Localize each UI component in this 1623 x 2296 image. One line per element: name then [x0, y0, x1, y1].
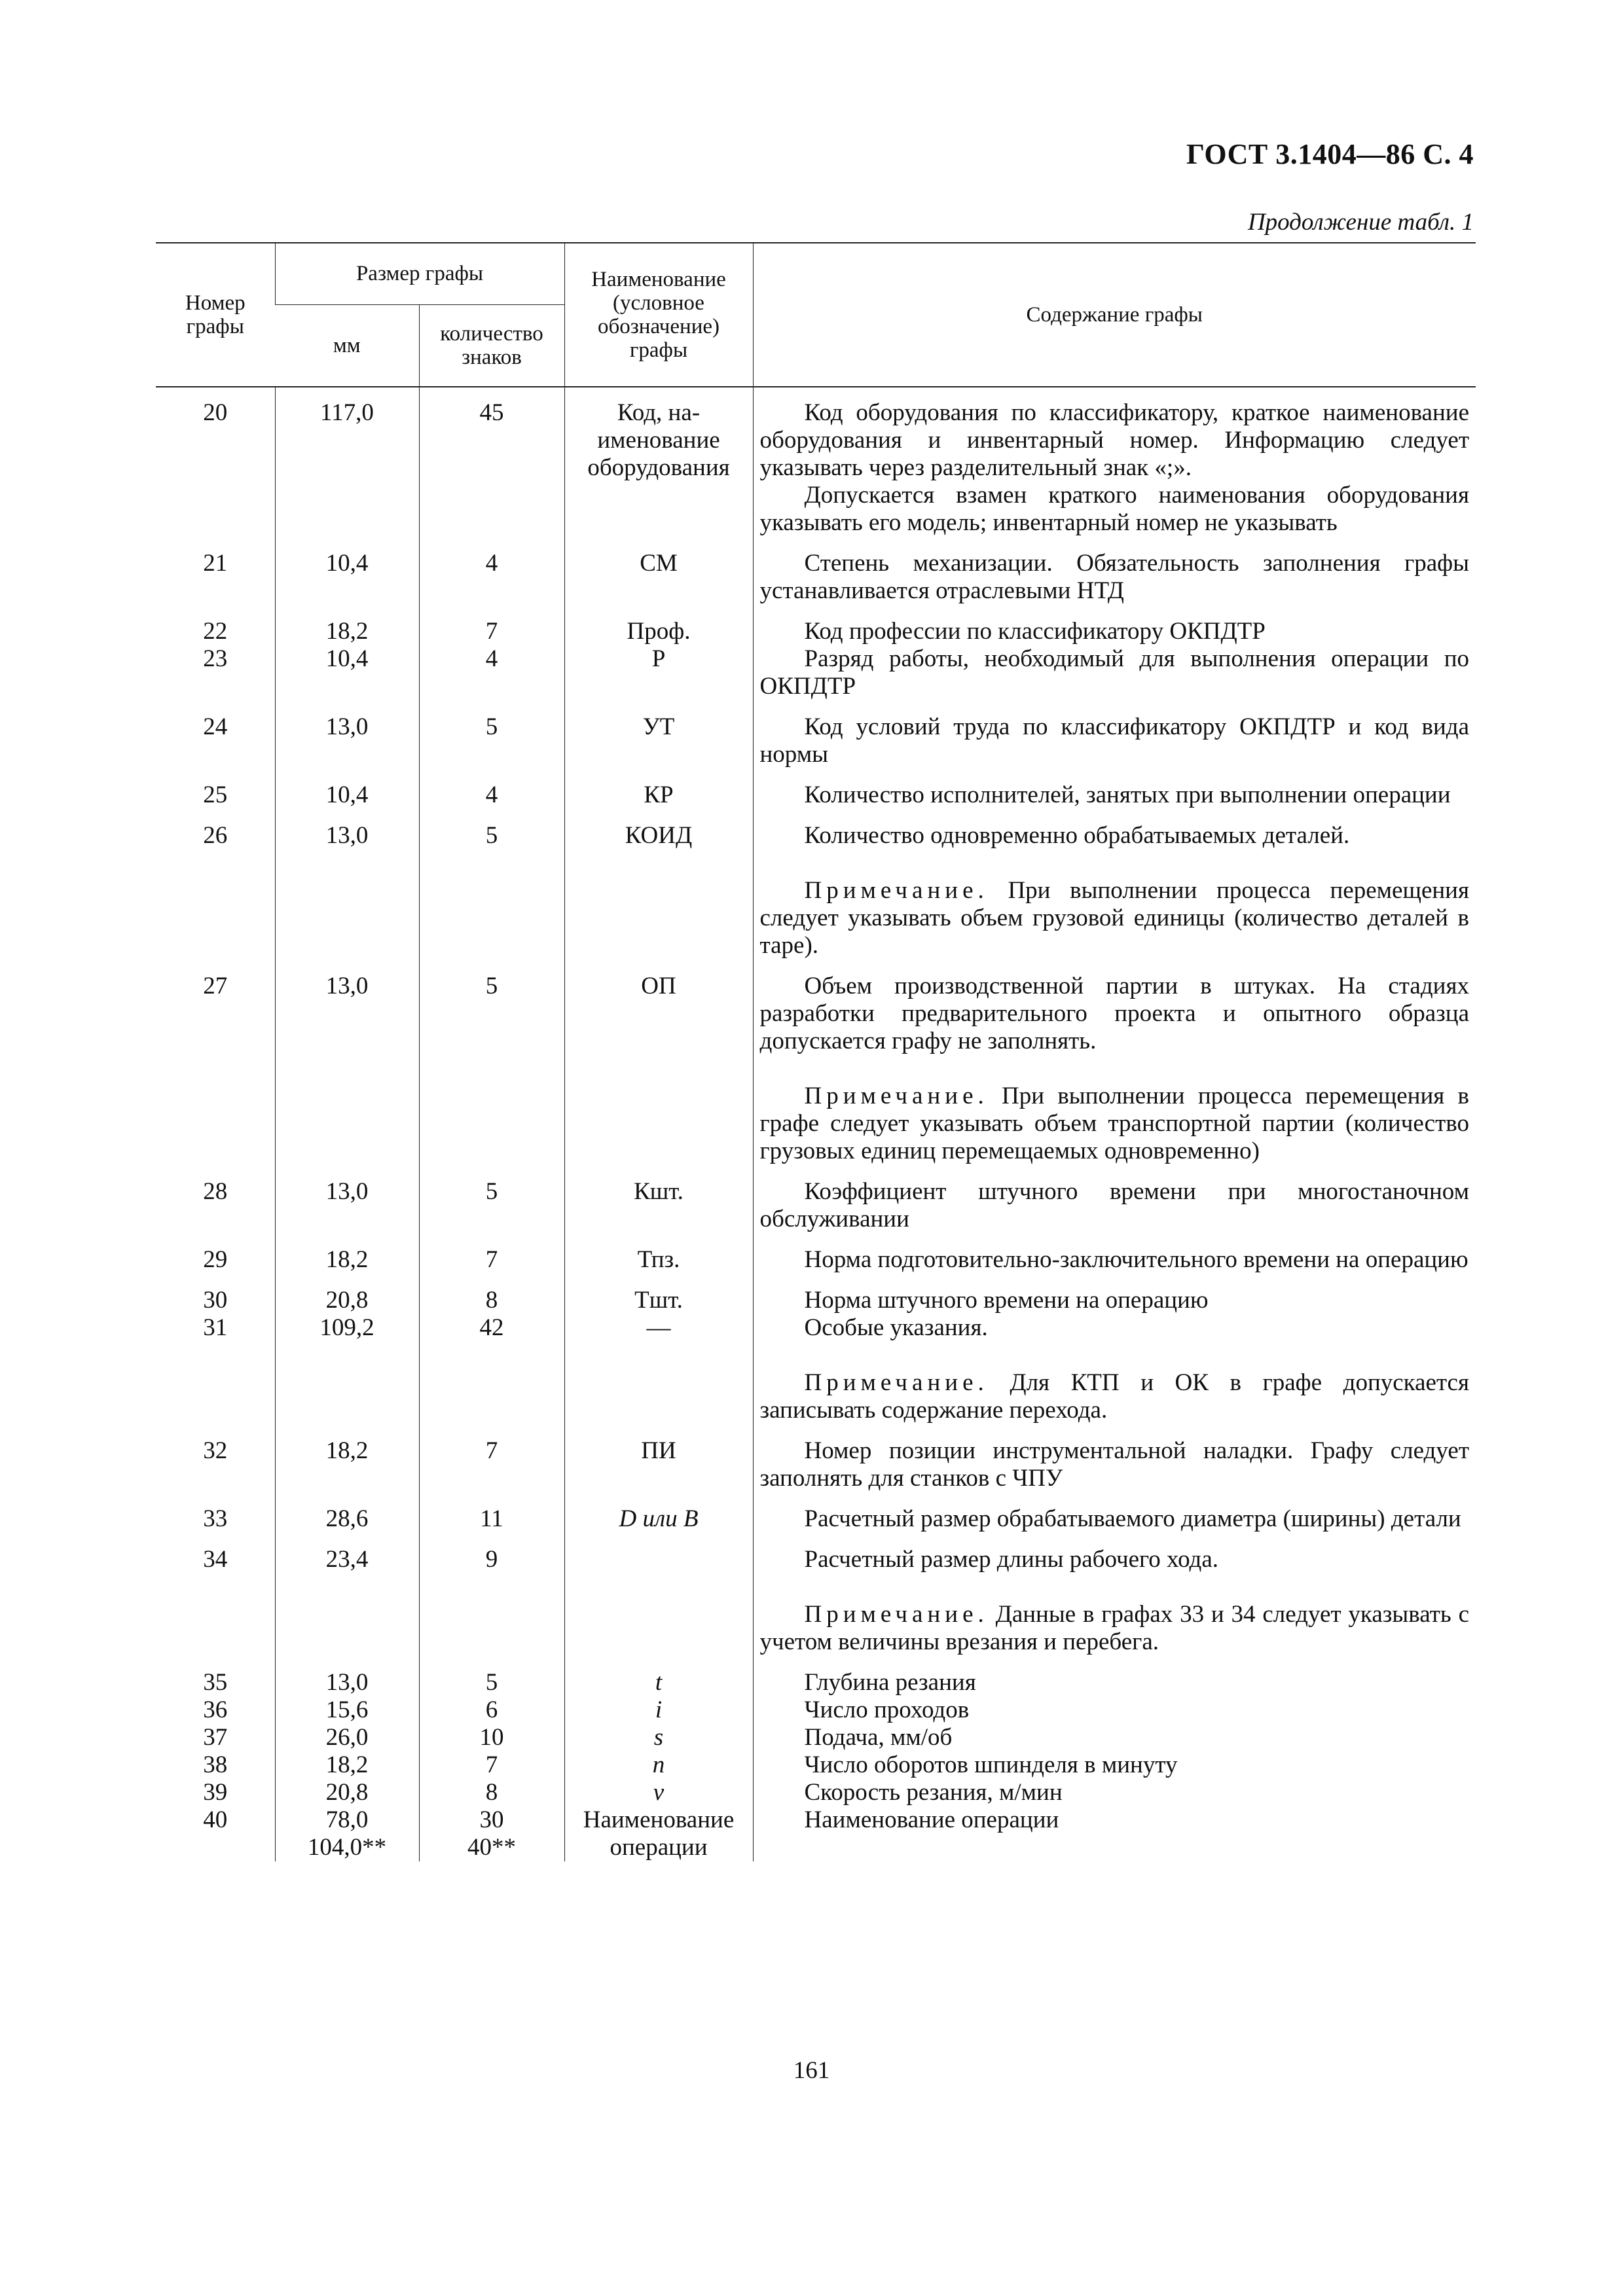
- column-size-mm-line: 13,0: [325, 713, 369, 740]
- table-row: [156, 781, 1476, 809]
- header-mm: мм: [275, 304, 419, 387]
- column-char-count: [419, 1546, 564, 1656]
- table-row: [156, 550, 1476, 605]
- column-char-count-line: 4: [485, 550, 498, 577]
- column-content: [753, 1178, 1476, 1233]
- column-size-mm-line: 10,4: [325, 550, 369, 577]
- row-spacer: [156, 700, 1476, 713]
- column-designation: [564, 550, 753, 605]
- column-size-mm: [275, 1669, 419, 1861]
- note-label: Примечание.: [804, 1083, 989, 1109]
- column-designation-line: КОИД: [625, 822, 693, 849]
- column-number-line: 23: [203, 645, 228, 672]
- content-note: [760, 1083, 1470, 1165]
- table-row: [156, 1246, 1476, 1274]
- column-designation-line: Наименование: [583, 1806, 735, 1833]
- column-char-count-line: 4: [485, 645, 498, 672]
- row-spacer: [156, 1233, 1476, 1246]
- column-designation-line: Код, на-: [617, 399, 701, 426]
- column-number-line: 26: [203, 822, 228, 849]
- column-char-count: [419, 1287, 564, 1424]
- note-label: Примечание.: [804, 877, 989, 904]
- column-number: [156, 387, 275, 537]
- column-content: [753, 618, 1476, 700]
- column-designation: [564, 973, 753, 1165]
- column-char-count-line: 30: [479, 1806, 504, 1833]
- column-char-count: [419, 550, 564, 605]
- document-header: ГОСТ 3.1404—86 С. 4: [1186, 138, 1474, 170]
- column-size-mm: [275, 1546, 419, 1656]
- column-size-mm-line: 15,6: [325, 1696, 369, 1723]
- column-designation: [564, 1437, 753, 1492]
- column-designation: [564, 618, 753, 700]
- content-paragraph: Код условий труда по классификатору ОКПДТР и код вида нормы: [759, 713, 1469, 768]
- column-number-line: 35: [203, 1669, 228, 1696]
- column-char-count: [419, 1437, 564, 1492]
- column-char-count-line: 5: [485, 713, 498, 740]
- column-designation-line: операции: [610, 1834, 708, 1861]
- note-text: При выполнении процесса перемещения в графе следует указывать объем транспортной партии (количество грузовых единиц перемещаемых одновременно): [759, 1083, 1470, 1164]
- column-char-count-line: 6: [485, 1696, 498, 1723]
- column-designation: [564, 1246, 753, 1274]
- content-note: [760, 1369, 1470, 1424]
- column-size-mm-line: 13,0: [325, 822, 369, 849]
- column-number-line: 34: [203, 1546, 228, 1573]
- column-char-count: [419, 1505, 564, 1533]
- content-paragraph: Номер позиции инструментальной наладки. Графу следует заполнять для станков с ЧПУ: [759, 1437, 1469, 1492]
- column-content: [753, 822, 1476, 960]
- content-paragraph: Код оборудования по классификатору, краткое наименование оборудования и инвентарный номер. Информацию следует указывать через разделительный знак «;».: [759, 399, 1469, 481]
- column-size-mm-line: 13,0: [325, 973, 369, 999]
- column-content: [753, 1246, 1476, 1274]
- note-label: Примечание.: [804, 1369, 989, 1396]
- content-paragraph: Количество одновременно обрабатываемых деталей.: [804, 822, 1350, 849]
- content-paragraph: Расчетный размер длины рабочего хода.: [804, 1546, 1219, 1573]
- table-body: [156, 387, 1476, 1861]
- column-number: [156, 1546, 275, 1656]
- column-number: [156, 1287, 275, 1424]
- column-size-mm-line: 104,0**: [307, 1834, 387, 1861]
- column-char-count-line: 9: [485, 1546, 498, 1573]
- content-paragraph: Подача, мм/об: [804, 1724, 953, 1751]
- content-paragraph: Количество исполнителей, занятых при выполнении операции: [804, 781, 1451, 808]
- column-number: [156, 973, 275, 1165]
- column-designation-line: Тпз.: [637, 1246, 680, 1273]
- content-paragraph: Особые указания.: [804, 1314, 988, 1341]
- row-spacer: [156, 768, 1476, 781]
- column-designation-line: v: [653, 1779, 665, 1806]
- column-size-mm-line: 10,4: [325, 781, 369, 808]
- content-paragraph: Скорость резания, м/мин: [804, 1779, 1063, 1806]
- row-spacer: [156, 1274, 1476, 1287]
- column-size-mm-line: 28,6: [325, 1505, 369, 1532]
- column-size-mm: [275, 713, 419, 768]
- column-size-mm: [275, 1246, 419, 1274]
- table-continuation-label: Продолжение табл. 1: [1247, 209, 1474, 236]
- column-char-count: [419, 1178, 564, 1233]
- column-char-count-line: 8: [485, 1287, 498, 1314]
- column-designation: [564, 1178, 753, 1233]
- column-designation: [564, 1287, 753, 1424]
- column-number: [156, 713, 275, 768]
- column-number-line: 29: [203, 1246, 228, 1273]
- column-designation: [564, 387, 753, 537]
- column-size-mm-line: 13,0: [325, 1669, 369, 1696]
- column-designation-line: ПИ: [641, 1437, 676, 1464]
- column-content: [753, 550, 1476, 605]
- column-number-line: 27: [203, 973, 228, 999]
- table-row: [156, 1669, 1476, 1861]
- column-size-mm: [275, 387, 419, 537]
- content-paragraph: Норма штучного времени на операцию: [804, 1287, 1209, 1314]
- table-row: [156, 973, 1476, 1165]
- column-char-count-line: 8: [485, 1779, 498, 1806]
- column-char-count-line: 7: [485, 1246, 498, 1273]
- content-paragraph: Коэффициент штучного времени при многостаночном обслуживании: [759, 1178, 1469, 1232]
- column-designation-line: i: [655, 1696, 663, 1723]
- content-paragraph: Норма подготовительно-заключительного времени на операцию: [804, 1246, 1468, 1273]
- content-paragraph: Число проходов: [804, 1696, 970, 1723]
- column-designation-line: ОП: [641, 973, 676, 999]
- content-paragraph: Число оборотов шпинделя в минуту: [804, 1751, 1178, 1778]
- column-designation: [564, 713, 753, 768]
- column-number: [156, 1246, 275, 1274]
- column-designation-line: n: [652, 1751, 665, 1778]
- column-number-line: 21: [203, 550, 228, 577]
- column-number: [156, 1437, 275, 1492]
- note-text: Данные в графах 33 и 34 следует указывать с учетом величины врезания и перебега.: [759, 1601, 1469, 1655]
- column-char-count: [419, 1246, 564, 1274]
- table-row: [156, 1505, 1476, 1533]
- page-number: 161: [793, 2057, 830, 2084]
- column-designation-line: t: [655, 1669, 663, 1696]
- table-row: [156, 1546, 1476, 1656]
- column-number: [156, 618, 275, 700]
- column-content: [753, 1287, 1476, 1424]
- table-row: [156, 1178, 1476, 1233]
- column-char-count: [419, 1669, 564, 1861]
- row-spacer: [156, 1492, 1476, 1505]
- column-size-mm: [275, 618, 419, 700]
- column-char-count-line: 5: [485, 1669, 498, 1696]
- column-designation-line: Кшт.: [634, 1178, 684, 1205]
- column-char-count-line: 10: [479, 1724, 504, 1751]
- column-char-count: [419, 973, 564, 1165]
- column-number: [156, 822, 275, 960]
- column-size-mm-line: 78,0: [325, 1806, 369, 1833]
- row-spacer: [156, 960, 1476, 973]
- column-content: [753, 1546, 1476, 1656]
- column-designation: [564, 822, 753, 960]
- column-content: [753, 1437, 1476, 1492]
- column-size-mm-line: 18,2: [325, 618, 369, 645]
- content-paragraph: Объем производственной партии в штуках. На стадиях разработки предварительного проекта и опытного образца допускается графу не заполнять.: [759, 973, 1469, 1054]
- column-size-mm-line: 23,4: [325, 1546, 369, 1573]
- column-number-line: 33: [203, 1505, 228, 1532]
- column-content: [753, 387, 1476, 537]
- column-number-line: 37: [203, 1724, 228, 1751]
- column-content: [753, 781, 1476, 809]
- column-number-line: 25: [203, 781, 228, 808]
- table-row: [156, 822, 1476, 960]
- column-char-count-line: 5: [485, 822, 498, 849]
- header-char-count: количество знаков: [419, 304, 564, 387]
- column-number-line: 32: [203, 1437, 228, 1464]
- table-row: [156, 713, 1476, 768]
- column-size-mm-line: 13,0: [325, 1178, 369, 1205]
- content-paragraph: Глубина резания: [804, 1669, 976, 1696]
- content-paragraph: Степень механизации. Обязательность заполнения графы устанавливается отраслевыми НТД: [759, 550, 1469, 604]
- note-text: При выполнении процесса перемещения следует указывать объем грузовой единицы (количество деталей в таре).: [759, 877, 1469, 959]
- column-content: [753, 1669, 1476, 1861]
- column-designation-line: СМ: [640, 550, 678, 577]
- column-size-mm: [275, 1505, 419, 1533]
- table-row: [156, 387, 1476, 537]
- note-label: Примечание.: [804, 1601, 989, 1628]
- column-size-mm: [275, 1287, 419, 1424]
- column-number-line: 38: [203, 1751, 228, 1778]
- column-number: [156, 1505, 275, 1533]
- column-size-mm-line: 18,2: [325, 1437, 369, 1464]
- column-size-mm-line: 10,4: [325, 645, 369, 672]
- column-char-count-line: 7: [485, 618, 498, 645]
- content-paragraph: Разряд работы, необходимый для выполнения операции по ОКПДТР: [759, 645, 1469, 700]
- column-content: [753, 713, 1476, 768]
- column-char-count-line: 5: [485, 973, 498, 999]
- column-char-count-line: 7: [485, 1437, 498, 1464]
- content-paragraph: Наименование операции: [804, 1806, 1059, 1833]
- column-size-mm-line: 109,2: [319, 1314, 374, 1341]
- row-spacer: [156, 537, 1476, 550]
- column-char-count-line: 7: [485, 1751, 498, 1778]
- column-designation: [564, 1546, 753, 1656]
- column-designation-line: именование: [597, 427, 720, 454]
- header-name: Наименование (условное обозначение) графы: [564, 243, 753, 387]
- content-paragraph: Расчетный размер обрабатываемого диаметра (ширины) детали: [804, 1505, 1461, 1532]
- row-spacer: [156, 605, 1476, 618]
- columns-table: [156, 242, 1476, 1861]
- column-char-count-line: 45: [479, 399, 504, 426]
- column-size-mm-line: 20,8: [325, 1779, 369, 1806]
- column-char-count: [419, 822, 564, 960]
- column-size-mm: [275, 822, 419, 960]
- column-number-line: 40: [203, 1806, 228, 1833]
- column-char-count-line: 40**: [467, 1834, 516, 1861]
- table-row: [156, 1287, 1476, 1424]
- row-spacer: [156, 1424, 1476, 1437]
- column-designation-line: Тшт.: [634, 1287, 683, 1314]
- content-paragraph: Допускается взамен краткого наименования оборудования указывать его модель; инвентарный номер не указывать: [759, 482, 1469, 536]
- row-spacer: [156, 809, 1476, 822]
- column-designation-line: Р: [651, 645, 666, 672]
- column-char-count: [419, 781, 564, 809]
- header-content: Содержание графы: [753, 243, 1476, 387]
- column-number: [156, 781, 275, 809]
- column-size-mm-line: 26,0: [325, 1724, 369, 1751]
- column-char-count-line: 5: [485, 1178, 498, 1205]
- column-char-count-line: 11: [480, 1505, 503, 1532]
- content-paragraph: Код профессии по классификатору ОКПДТР: [804, 618, 1266, 645]
- column-number: [156, 1669, 275, 1861]
- table-row: [156, 1437, 1476, 1492]
- column-char-count-line: 42: [479, 1314, 504, 1341]
- column-size-mm: [275, 973, 419, 1165]
- row-spacer: [156, 1165, 1476, 1178]
- column-size-mm-line: 18,2: [325, 1246, 369, 1273]
- column-size-mm: [275, 1437, 419, 1492]
- column-designation-line: Проф.: [627, 618, 691, 645]
- column-number-line: 30: [203, 1287, 228, 1314]
- column-char-count: [419, 618, 564, 700]
- column-designation-line: оборудования: [587, 454, 730, 481]
- column-number-line: 20: [203, 399, 228, 426]
- column-char-count-line: 4: [485, 781, 498, 808]
- column-designation-line: s: [653, 1724, 664, 1751]
- table-row: [156, 618, 1476, 700]
- column-content: [753, 973, 1476, 1165]
- column-number-line: 39: [203, 1779, 228, 1806]
- column-size-mm-line: 18,2: [325, 1751, 369, 1778]
- column-designation-line: КР: [644, 781, 674, 808]
- column-number: [156, 1178, 275, 1233]
- row-spacer: [156, 1656, 1476, 1669]
- column-number-line: 22: [203, 618, 228, 645]
- column-designation: [564, 1505, 753, 1533]
- column-designation-line: УТ: [642, 713, 675, 740]
- column-size-mm: [275, 781, 419, 809]
- content-note: [760, 877, 1470, 960]
- column-size-mm: [275, 1178, 419, 1233]
- header-number: Номер графы: [156, 243, 275, 387]
- column-designation-line: D или B: [619, 1505, 699, 1532]
- column-designation: [564, 1669, 753, 1861]
- table-header: [156, 243, 1476, 387]
- note-text: Для КТП и ОК в графе допускается записывать содержание перехода.: [759, 1369, 1470, 1424]
- column-number-line: 28: [203, 1178, 228, 1205]
- column-designation: [564, 781, 753, 809]
- column-number-line: 24: [203, 713, 228, 740]
- header-size-group: Размер графы: [275, 243, 564, 304]
- row-spacer: [156, 1533, 1476, 1546]
- column-number-line: 31: [203, 1314, 228, 1341]
- column-size-mm-line: 20,8: [325, 1287, 369, 1314]
- column-char-count: [419, 387, 564, 537]
- column-size-mm: [275, 550, 419, 605]
- column-designation-line: —: [646, 1314, 671, 1341]
- column-number-line: 36: [203, 1696, 228, 1723]
- column-char-count: [419, 713, 564, 768]
- column-content: [753, 1505, 1476, 1533]
- column-size-mm-line: 117,0: [320, 399, 374, 426]
- column-number: [156, 550, 275, 605]
- content-note: [760, 1601, 1470, 1656]
